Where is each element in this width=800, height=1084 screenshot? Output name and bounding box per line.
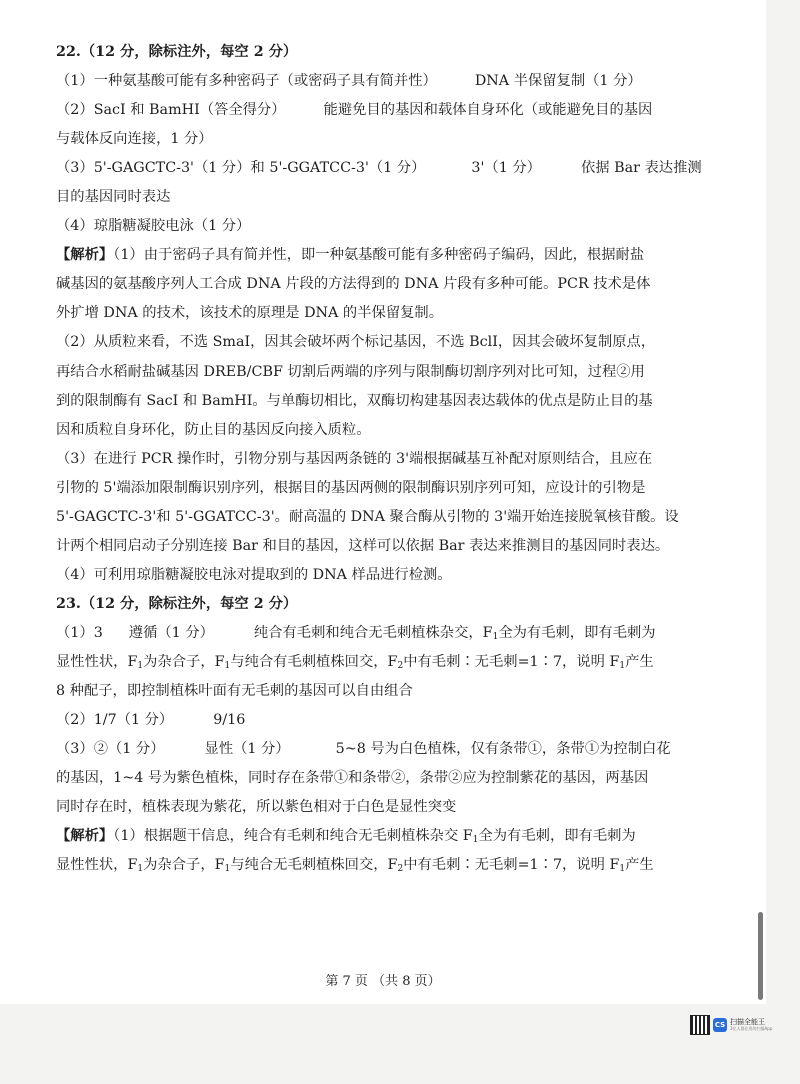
camscanner-logo-icon: CS (713, 1018, 727, 1032)
q23-answer-1: （1）3 遵循（1 分） 纯合有毛刺和纯合无毛刺植株杂交，$F_1$全为有毛刺，即有毛刺为 (56, 624, 656, 642)
q23-explanation-1: 【解析】（1）根据题干信息，纯合有毛刺和纯合无毛刺植株杂交 $F_1$全为有毛刺，即有毛刺为 (56, 828, 636, 846)
q22-answer-3-cont: 目的基因同时表达 (56, 189, 171, 206)
q22-answer-2-cont: 与载体反向连接，1 分） (56, 131, 213, 148)
q23-answer-2: （2）1/7（1 分） 9/16 (56, 712, 246, 729)
q23-answer-3-cont: 的基因，1~4 号为紫色植株，同时存在条带①和条带②，条带②应为控制紫花的基因，两基因 (56, 770, 649, 787)
q22-explanation-3: 外扩增 DNA 的技术，该技术的原理是 DNA 的半保留复制。 (56, 305, 444, 322)
q23-answer-1-cont2: 8 种配子，即控制植株叶面有无毛刺的基因可以自由组合 (56, 683, 413, 700)
answer-content (56, 38, 704, 880)
q22-answer-2: （2）SacⅠ 和 BamHⅠ（答全得分） 能避免目的基因和载体自身环化（或能避免目的基因 (56, 102, 653, 119)
q22-explanation-11: 计两个相同启动子分别连接 Bar 和目的基因，这样可以依据 Bar 表达来推测目的基因同时表达。 (56, 537, 670, 554)
scanner-watermark (690, 1014, 782, 1036)
q22-explanation-1: 【解析】（1）由于密码子具有简并性，即一种氨基酸可能有多种密码子编码，因此，根据耐盐 (56, 247, 645, 264)
page-footer: 第 7 页 （共 8 页） (325, 974, 441, 989)
scanner-app-tagline: 3亿人都在用的扫描App (730, 1026, 773, 1031)
q22-explanation-2: 碱基因的氨基酸序列人工合成 DNA 片段的方法得到的 DNA 片段有多种可能。PCR 技术是体 (56, 276, 651, 293)
q23-explanation-2: 显性性状，$F_1$为杂合子，$F_1$与纯合无毛刺植株回交，$F_2$中有毛刺∶无毛刺=1∶7，说明 $F_1$产生 (56, 857, 654, 875)
scrollbar-thumb[interactable] (758, 912, 763, 1000)
q22-header: 22.（12 分，除标注外，每空 2 分） (56, 44, 298, 60)
q22-explanation-5: 再结合水稻耐盐碱基因 DREB/CBF 切割后两端的序列与限制酶切割序列对比可知，过程②用 (56, 363, 645, 380)
q23-answer-3: （3）②（1 分） 显性（1 分） 5~8 号为白色植株，仅有条带①，条带①为控制白花 (56, 741, 671, 758)
q22-explanation-9: 引物的 5'端添加限制酶识别序列，根据目的基因两侧的限制酶识别序列可知，应设计的引物是 (56, 479, 646, 496)
q22-answer-4: （4）琼脂糖凝胶电泳（1 分） (56, 218, 251, 235)
q22-answer-3: （3）5'-GAGCTC-3'（1 分）和 5'-GGATCC-3'（1 分） 3'（1 分） 依据 Bar 表达推测 (56, 160, 702, 177)
q22-explanation-8: （3）在进行 PCR 操作时，引物分别与基因两条链的 3'端根据碱基互补配对原则结合，且应在 (56, 450, 653, 467)
scanner-app-name: 扫描全能王 (730, 1018, 765, 1026)
qr-code-icon (690, 1015, 710, 1035)
q22-explanation-6: 到的限制酶有 SacⅠ 和 BamHⅠ。与单酶切相比，双酶切构建基因表达载体的优点是防止目的基 (56, 392, 653, 409)
q23-answer-1-cont: 显性性状，$F_1$为杂合子，$F_1$与纯合有毛刺植株回交，$F_2$中有毛刺∶无毛刺=1∶7，说明 $F_1$产生 (56, 653, 654, 671)
q23-answer-3-cont2: 同时存在时，植株表现为紫花，所以紫色相对于白色是显性突变 (56, 799, 457, 816)
q22-explanation-12: （4）可利用琼脂糖凝胶电泳对提取到的 DNA 样品进行检测。 (56, 566, 452, 583)
q22-answer-1: （1）一种氨基酸可能有多种密码子（或密码子具有简并性） DNA 半保留复制（1 分） (56, 73, 642, 90)
q23-header: 23.（12 分，除标注外，每空 2 分） (56, 595, 298, 612)
q22-explanation-7: 因和质粒自身环化，防止目的基因反向接入质粒。 (56, 421, 371, 438)
q22-explanation-4: （2）从质粒来看，不选 SmaⅠ，因其会破坏两个标记基因，不选 BclⅠ，因其会破坏复制原点， (56, 334, 656, 351)
q22-explanation-10: 5'-GAGCTC-3'和 5'-GGATCC-3'。耐高温的 DNA 聚合酶从引物的 3'端开始连接脱氧核苷酸。设 (56, 508, 679, 525)
